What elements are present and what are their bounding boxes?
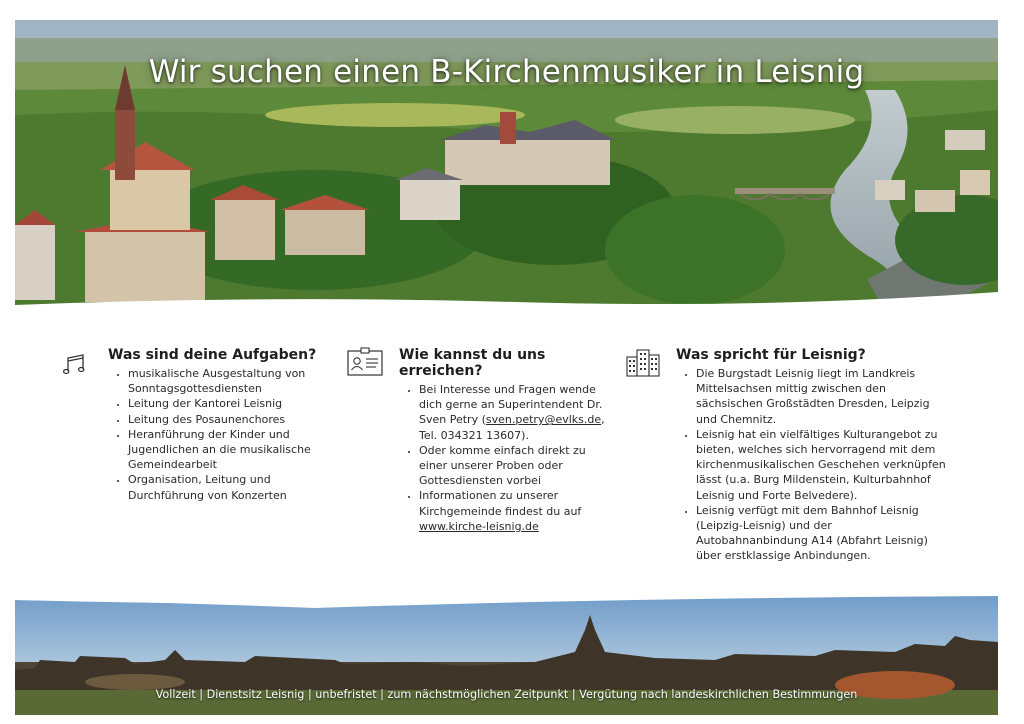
leisnig-list xyxy=(676,366,946,564)
kontakt-list xyxy=(399,382,609,534)
page-title: Wir suchen einen B-Kirchenmusiker in Leisnig xyxy=(148,54,865,90)
list-item: • Leitung der Kantorei Leisnig xyxy=(128,396,323,411)
list-item: • Leitung des Posaunenchores xyxy=(128,412,323,427)
list-item: • Oder komme einfach direkt zu einer unserer Proben oder Gottesdiensten vorbei xyxy=(419,443,609,489)
aufgaben-list xyxy=(108,366,323,503)
section-aufgaben xyxy=(108,347,323,503)
section-title-kontakt: Wie kannst du uns erreichen? xyxy=(399,347,546,379)
section-kontakt xyxy=(399,347,609,534)
list-item: • Leisnig verfügt mit dem Bahnhof Leisnig (Leipzig-Leisnig) und der Autobahnanbindung A14 (Abfahrt Leisnig) über erstklassige Anbindungen. xyxy=(696,503,946,564)
website-link[interactable]: www.kirche-leisnig.de xyxy=(419,519,539,533)
section-title-aufgaben: Was sind deine Aufgaben? xyxy=(108,347,317,363)
list-item xyxy=(419,488,609,534)
list-item: • musikalische Ausgestaltung von Sonntagsgottesdiensten xyxy=(128,366,323,396)
hero-banner xyxy=(15,20,998,320)
footer-banner xyxy=(15,590,998,715)
section-leisnig xyxy=(676,347,946,564)
music-note-icon xyxy=(62,353,88,383)
list-item: • Die Burgstadt Leisnig liegt im Landkreis Mittelsachsen mittig zwischen den sächsischen Großstädten Dresden, Leipzig und Chemnitz. xyxy=(696,366,946,427)
phone-text: , Tel. 034321 13607). xyxy=(419,413,605,442)
id-badge-icon xyxy=(347,347,383,381)
email-link[interactable]: sven.petry@evlks.de xyxy=(485,413,602,427)
list-item: • Heranführung der Kinder und Jugendlichen an die musikalische Gemeindearbeit xyxy=(128,427,323,473)
list-item xyxy=(419,382,609,443)
job-conditions-text: Vollzeit | Dienstsitz Leisnig | unbefristet | zum nächstmöglichen Zeitpunkt | Vergütung nach landeskirchlichen Bestimmungen xyxy=(155,688,858,701)
list-item: • Leisnig hat ein vielfältiges Kulturangebot zu bieten, welches sich hervorragend mit dem kirchenmusikalischen Geschehen verknüpfen lässt (u.a. Burg Mildenstein, Kulturbahnhof Leisnig und Forte Belvedere). xyxy=(696,427,946,503)
website-intro: Informationen zu unserer Kirchgemeinde findest du auf xyxy=(419,489,582,518)
city-buildings-icon xyxy=(626,348,660,382)
section-title-leisnig: Was spricht für Leisnig? xyxy=(676,347,866,363)
contact-text: Bei Interesse und Fragen wende dich gerne an Superintendent Dr. Sven Petry ( xyxy=(419,383,603,427)
list-item: • Organisation, Leitung und Durchführung von Konzerten xyxy=(128,472,323,502)
